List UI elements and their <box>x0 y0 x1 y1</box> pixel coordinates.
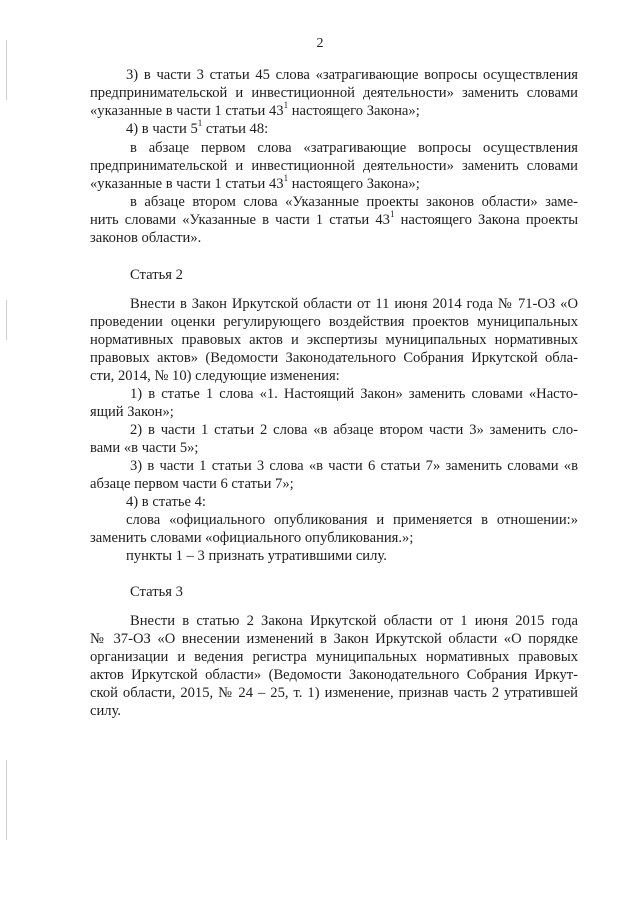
text-line: организации и ведения регистра муниципальных нормативных правовых <box>90 649 578 665</box>
text-line: «указанные в части 1 статьи $43^1$ настоящего Закона»; <box>90 100 420 119</box>
text-line: в абзаце втором слова «Указанные проекты законов области» заме- <box>130 194 578 210</box>
text-line: правовых актов» (Ведомости Законодательного Собрания Иркутской обла- <box>90 350 578 366</box>
text-line: в абзаце первом слова «затрагивающие вопросы осуществления <box>130 140 578 156</box>
text-line: 4) в статье 4: <box>126 494 206 510</box>
text-line: ящий Закон»; <box>90 404 174 420</box>
text-line: законов области». <box>90 230 202 246</box>
text-line: силу. <box>90 703 122 719</box>
article-heading: Статья 2 <box>130 267 183 283</box>
text-line: Внести в Закон Иркутской области от 11 июня 2014 года № 71-ОЗ «О <box>130 296 578 312</box>
article-heading: Статья 3 <box>130 584 183 600</box>
page-number: 2 <box>316 36 324 51</box>
text-line: заменить словами «официального опубликования.»; <box>90 530 414 546</box>
text-line: 3) в части 3 статьи 45 слова «затрагивающие вопросы осуществления <box>126 67 578 83</box>
text-line: сти, 2014, № 10) следующие изменения: <box>90 368 340 384</box>
text-line: нить словами «Указанные в части 1 статьи $43^1$ настоящего Закона проекты <box>90 209 579 228</box>
text-line: ской области, 2015, № 24 – 25, т. 1) изменение, признав часть 2 утратившей <box>90 685 578 701</box>
text-line: пункты 1 – 3 признать утратившими силу. <box>126 548 387 564</box>
text-line: нормативных правовых актов и экспертизы муниципальных нормативных <box>90 332 578 348</box>
text-line: вами «в части 5»; <box>90 440 199 456</box>
text-line: 4) в части $5^1$ статьи 48: <box>126 118 269 137</box>
text-line: актов Иркутской области» (Ведомости Законодательного Собрания Иркут- <box>90 667 578 683</box>
text-line: 2) в части 1 статьи 2 слова «в абзаце втором части 3» заменить сло- <box>130 422 578 438</box>
scan-edge-mark <box>6 760 7 840</box>
text-line: № 37-ОЗ «О внесении изменений в Закон Иркутской области «О порядке <box>90 631 578 647</box>
text-line: «указанные в части 1 статьи $43^1$ настоящего Закона»; <box>90 173 420 192</box>
text-line: слова «официального опубликования и применяется в отношении:» <box>126 512 578 528</box>
text-line: проведении оценки регулирующего воздействия проектов муниципальных <box>90 314 578 330</box>
text-line: предпринимательской и инвестиционной деятельности» заменить словами <box>90 85 578 101</box>
text-line: абзаце первом части 6 статьи 7»; <box>90 476 294 492</box>
text-line: предпринимательской и инвестиционной деятельности» заменить словами <box>90 158 578 174</box>
text-line: 3) в части 1 статьи 3 слова «в части 6 статьи 7» заменить словами «в <box>130 458 578 474</box>
text-line: Внести в статью 2 Закона Иркутской области от 1 июня 2015 года <box>130 613 578 629</box>
scan-edge-mark <box>6 300 7 340</box>
text-line: 1) в статье 1 слова «1. Настоящий Закон» заменить словами «Насто- <box>130 386 578 402</box>
